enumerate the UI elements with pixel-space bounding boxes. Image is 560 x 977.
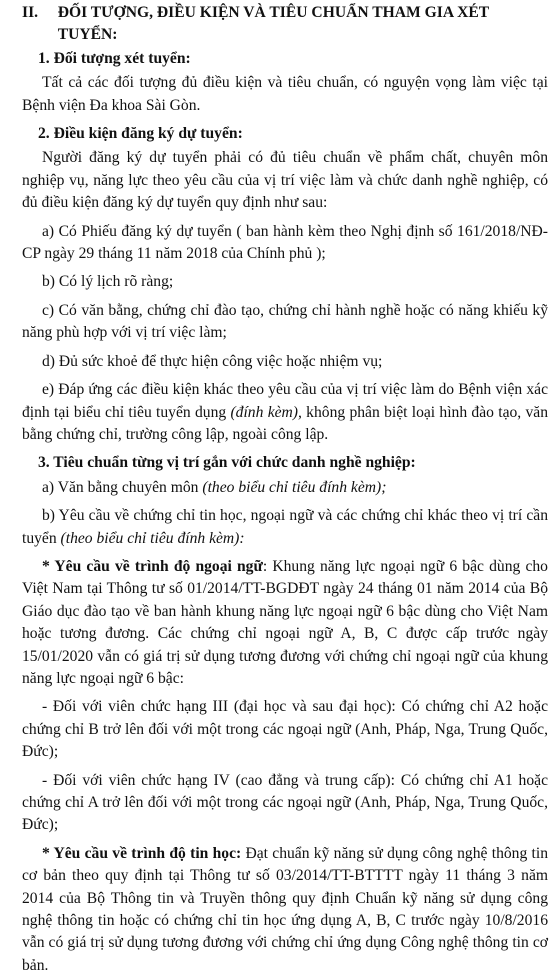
paragraph-ngoai-ngu <box>22 556 548 690</box>
section-heading <box>22 2 548 47</box>
e-text-start: e) Đáp ứng các điều kiện khác theo yêu cầu của vị trí việc làm do Bệnh viện xác định tại biểu chỉ tiêu tuyển dụng <box>22 381 548 421</box>
b-text-start: b) Yêu cầu về chứng chỉ tin học, ngoại ngữ và các chứng chỉ khác theo vị trí cần tuyển <box>22 507 548 547</box>
ngoai-ngu-text: : Khung năng lực ngoại ngữ 6 bậc dùng cho Việt Nam tại Thông tư số 01/2014/TT-BGDĐT ngày 24 tháng 01 năm 2014 của Bộ Giáo dục đào tạo về ban hành khung năng lực ngoại ngữ 6 bậc dùng cho Việt Nam hoặc tương đương. Các chứng chỉ ngoại ngữ A, B, C được cấp trước ngày 15/01/2020 vẫn có giá trị sử dụng tương đương với chứng chỉ ngoại ngữ của khung năng lực ngoại ngữ 6 bậc: <box>22 557 548 687</box>
paragraph-dieu-kien-e <box>22 379 548 446</box>
paragraph-dieu-kien-intro: Người đăng ký dự tuyển phải có đủ tiêu chuẩn về phẩm chất, chuyên môn nghiệp vụ, năng lực theo yêu cầu của vị trí việc làm và chức danh nghề nghiệp, có đủ điều kiện đăng ký dự tuyển quy định như sau: <box>22 149 548 212</box>
paragraph-dieu-kien-c: c) Có văn bằng, chứng chỉ đào tạo, chứng chỉ hành nghề hoặc có năng khiếu kỹ năng phù hợp với vị trí việc làm; <box>22 301 548 342</box>
paragraph-dieu-kien-d: d) Đủ sức khoẻ để thực hiện công việc hoặc nhiệm vụ; <box>42 352 383 370</box>
paragraph-tin-hoc <box>22 843 548 977</box>
paragraph-hang-iii: - Đối với viên chức hạng III (đại học và sau đại học): Có chứng chỉ A2 hoặc chứng chỉ B trở lên đối với một trong các ngoại ngữ (Anh, Pháp, Nga, Trung Quốc, Đức); <box>22 698 548 761</box>
paragraph-dieu-kien-b: b) Có lý lịch rõ ràng; <box>42 273 174 291</box>
subheading-dieu-kien: 2. Điều kiện đăng ký dự tuyển: <box>38 125 243 143</box>
paragraph-tieu-chuan-b <box>22 505 548 550</box>
e-text-italic: (đính kèm), <box>230 403 302 421</box>
section-title: ĐỐI TƯỢNG, ĐIỀU KIỆN VÀ TIÊU CHUẨN THAM GIA XÉT TUYỂN: <box>57 4 489 44</box>
tin-hoc-text: Đạt chuẩn kỹ năng sử dụng công nghệ thông tin cơ bản theo quy định tại Thông tư số 03/2014/TT-BTTTT ngày 11 tháng 3 năm 2014 của Bộ Thông tin và Truyền thông quy định Chuẩn kỹ năng sử dụng công nghệ thông tin hoặc có chứng chỉ tin học ứng dụng A, B, C trước ngày 10/8/2016 vẫn có giá trị sử dụng tương đương với chứng chỉ ứng dụng Công nghệ thông tin cơ bản. <box>22 844 548 974</box>
ngoai-ngu-label: * Yêu cầu về trình độ ngoại ngữ <box>42 557 263 575</box>
subheading-tieu-chuan: 3. Tiêu chuẩn từng vị trí gắn với chức danh nghề nghiệp: <box>38 454 416 472</box>
tin-hoc-label: * Yêu cầu về trình độ tin học: <box>42 844 242 862</box>
b-text-italic: (theo biểu chỉ tiêu đính kèm): <box>60 529 245 547</box>
a-text-italic: (theo biểu chỉ tiêu đính kèm); <box>202 478 387 496</box>
subheading-doi-tuong: 1. Đối tượng xét tuyển: <box>38 49 191 67</box>
paragraph-tieu-chuan-a <box>22 477 548 499</box>
a-text-start: a) Văn bằng chuyên môn <box>42 478 203 496</box>
e-text-end: không phân biệt loại hình đào tạo, văn bằng chứng chỉ, trường công lập, ngoài công lập. <box>22 403 548 443</box>
paragraph-dieu-kien-a: a) Có Phiếu đăng ký dự tuyển ( ban hành kèm theo Nghị định số 161/2018/NĐ-CP ngày 29 tháng 11 năm 2018 của Chính phủ ); <box>22 222 548 263</box>
paragraph-hang-iv: - Đối với viên chức hạng IV (cao đẳng và trung cấp): Có chứng chỉ A1 hoặc chứng chỉ A trở lên đối với một trong các ngoại ngữ (Anh, Pháp, Nga, Trung Quốc, Đức); <box>22 771 548 834</box>
paragraph-doi-tuong: Tất cả các đối tượng đủ điều kiện và tiêu chuẩn, có nguyện vọng làm việc tại Bệnh viện Đa khoa Sài Gòn. <box>22 74 548 114</box>
section-number: II. <box>22 4 39 21</box>
